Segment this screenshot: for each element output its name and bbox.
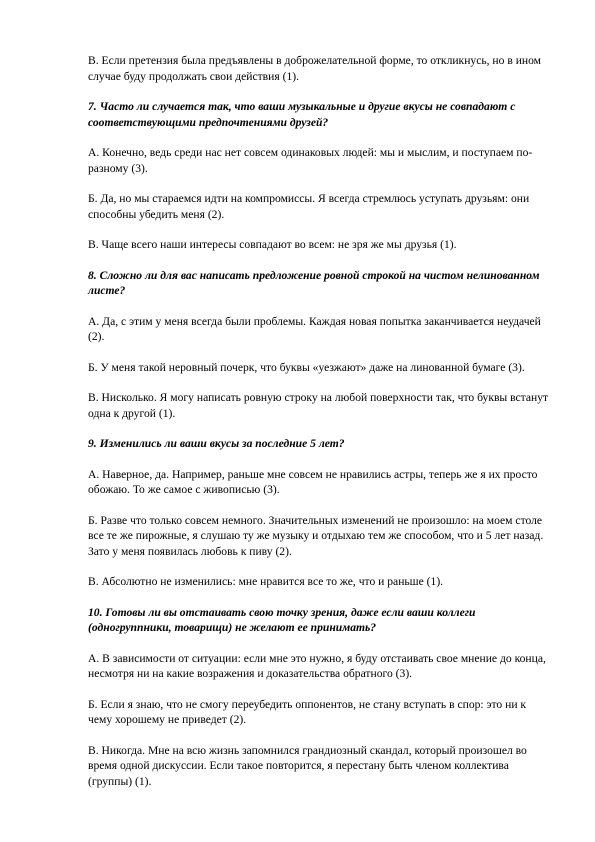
- question-10: 10. Готовы ли вы отстаивать свою точку зрения, даже если ваши коллеги (одногруппники, товарищи) не желают ее принимать?: [88, 605, 476, 634]
- answer-10-b: Б. Если я знаю, что не смогу переубедить оппонентов, не стану вступать в спор: это ни к чему хорошему не приведет (2).: [88, 697, 527, 726]
- answer-7-b: Б. Да, но мы стараемся идти на компромиссы. Я всегда стремлюсь уступать друзьям: они способны убедить меня (2).: [88, 192, 530, 221]
- answer-7-c: В. Чаще всего наши интересы совпадают во всем: не зря же мы друзья (1).: [88, 238, 457, 251]
- question-8: 8. Сложно ли для вас написать предложение ровной строкой на чистом нелинованном листе?: [88, 268, 540, 297]
- answer-9-c: В. Абсолютно не изменились: мне нравится все то же, что и раньше (1).: [88, 575, 444, 588]
- answer-9-a: А. Наверное, да. Например, раньше мне совсем не нравились астры, теперь же я их просто обожаю. То же самое с живописью (3).: [88, 467, 538, 496]
- answer-8-a: А. Да, с этим у меня всегда были проблемы. Каждая новая попытка заканчивается неудачей (2).: [88, 314, 541, 343]
- document-body: [88, 53, 553, 804]
- answer-10-c: В. Никогда. Мне на всю жизнь запомнился грандиозный скандал, который произошел во время одной дискуссии. Если такое повторится, я перестану быть членом коллектива (группы) (1).: [88, 743, 527, 788]
- question-9: 9. Изменились ли ваши вкусы за последние 5 лет?: [88, 437, 345, 450]
- answer-9-b: Б. Разве что только совсем немного. Значительных изменений не произошло: на моем столе все те же пирожные, я слушаю ту же музыку и отдыхаю тем же способом, что и 5 лет назад. Зато у меня появилась любовь к пиву (2).: [88, 513, 544, 558]
- answer-8-b: Б. У меня такой неровный почерк, что буквы «уезжают» даже на линованной бумаге (3).: [88, 360, 525, 374]
- answer-6-c: В. Если претензия была предъявлены в доброжелательной форме, то откликнусь, но в ином случае буду продолжать свои действия (1).: [88, 54, 542, 83]
- answer-10-a: А. В зависимости от ситуации: если мне это нужно, я буду отстаивать свое мнение до конца, несмотря ни на какие возражения и доказательства обратного (3).: [88, 651, 546, 680]
- question-7: 7. Часто ли случается так, что ваши музыкальные и другие вкусы не совпадают с соответствующими предпочтениями друзей?: [88, 100, 516, 129]
- answer-7-a: А. Конечно, ведь среди нас нет совсем одинаковых людей: мы и мыслим, и поступаем по-разному (3).: [88, 146, 533, 175]
- answer-8-c: В. Нисколько. Я могу написать ровную строку на любой поверхности так, что буквы встанут одна к другой (1).: [88, 391, 549, 420]
